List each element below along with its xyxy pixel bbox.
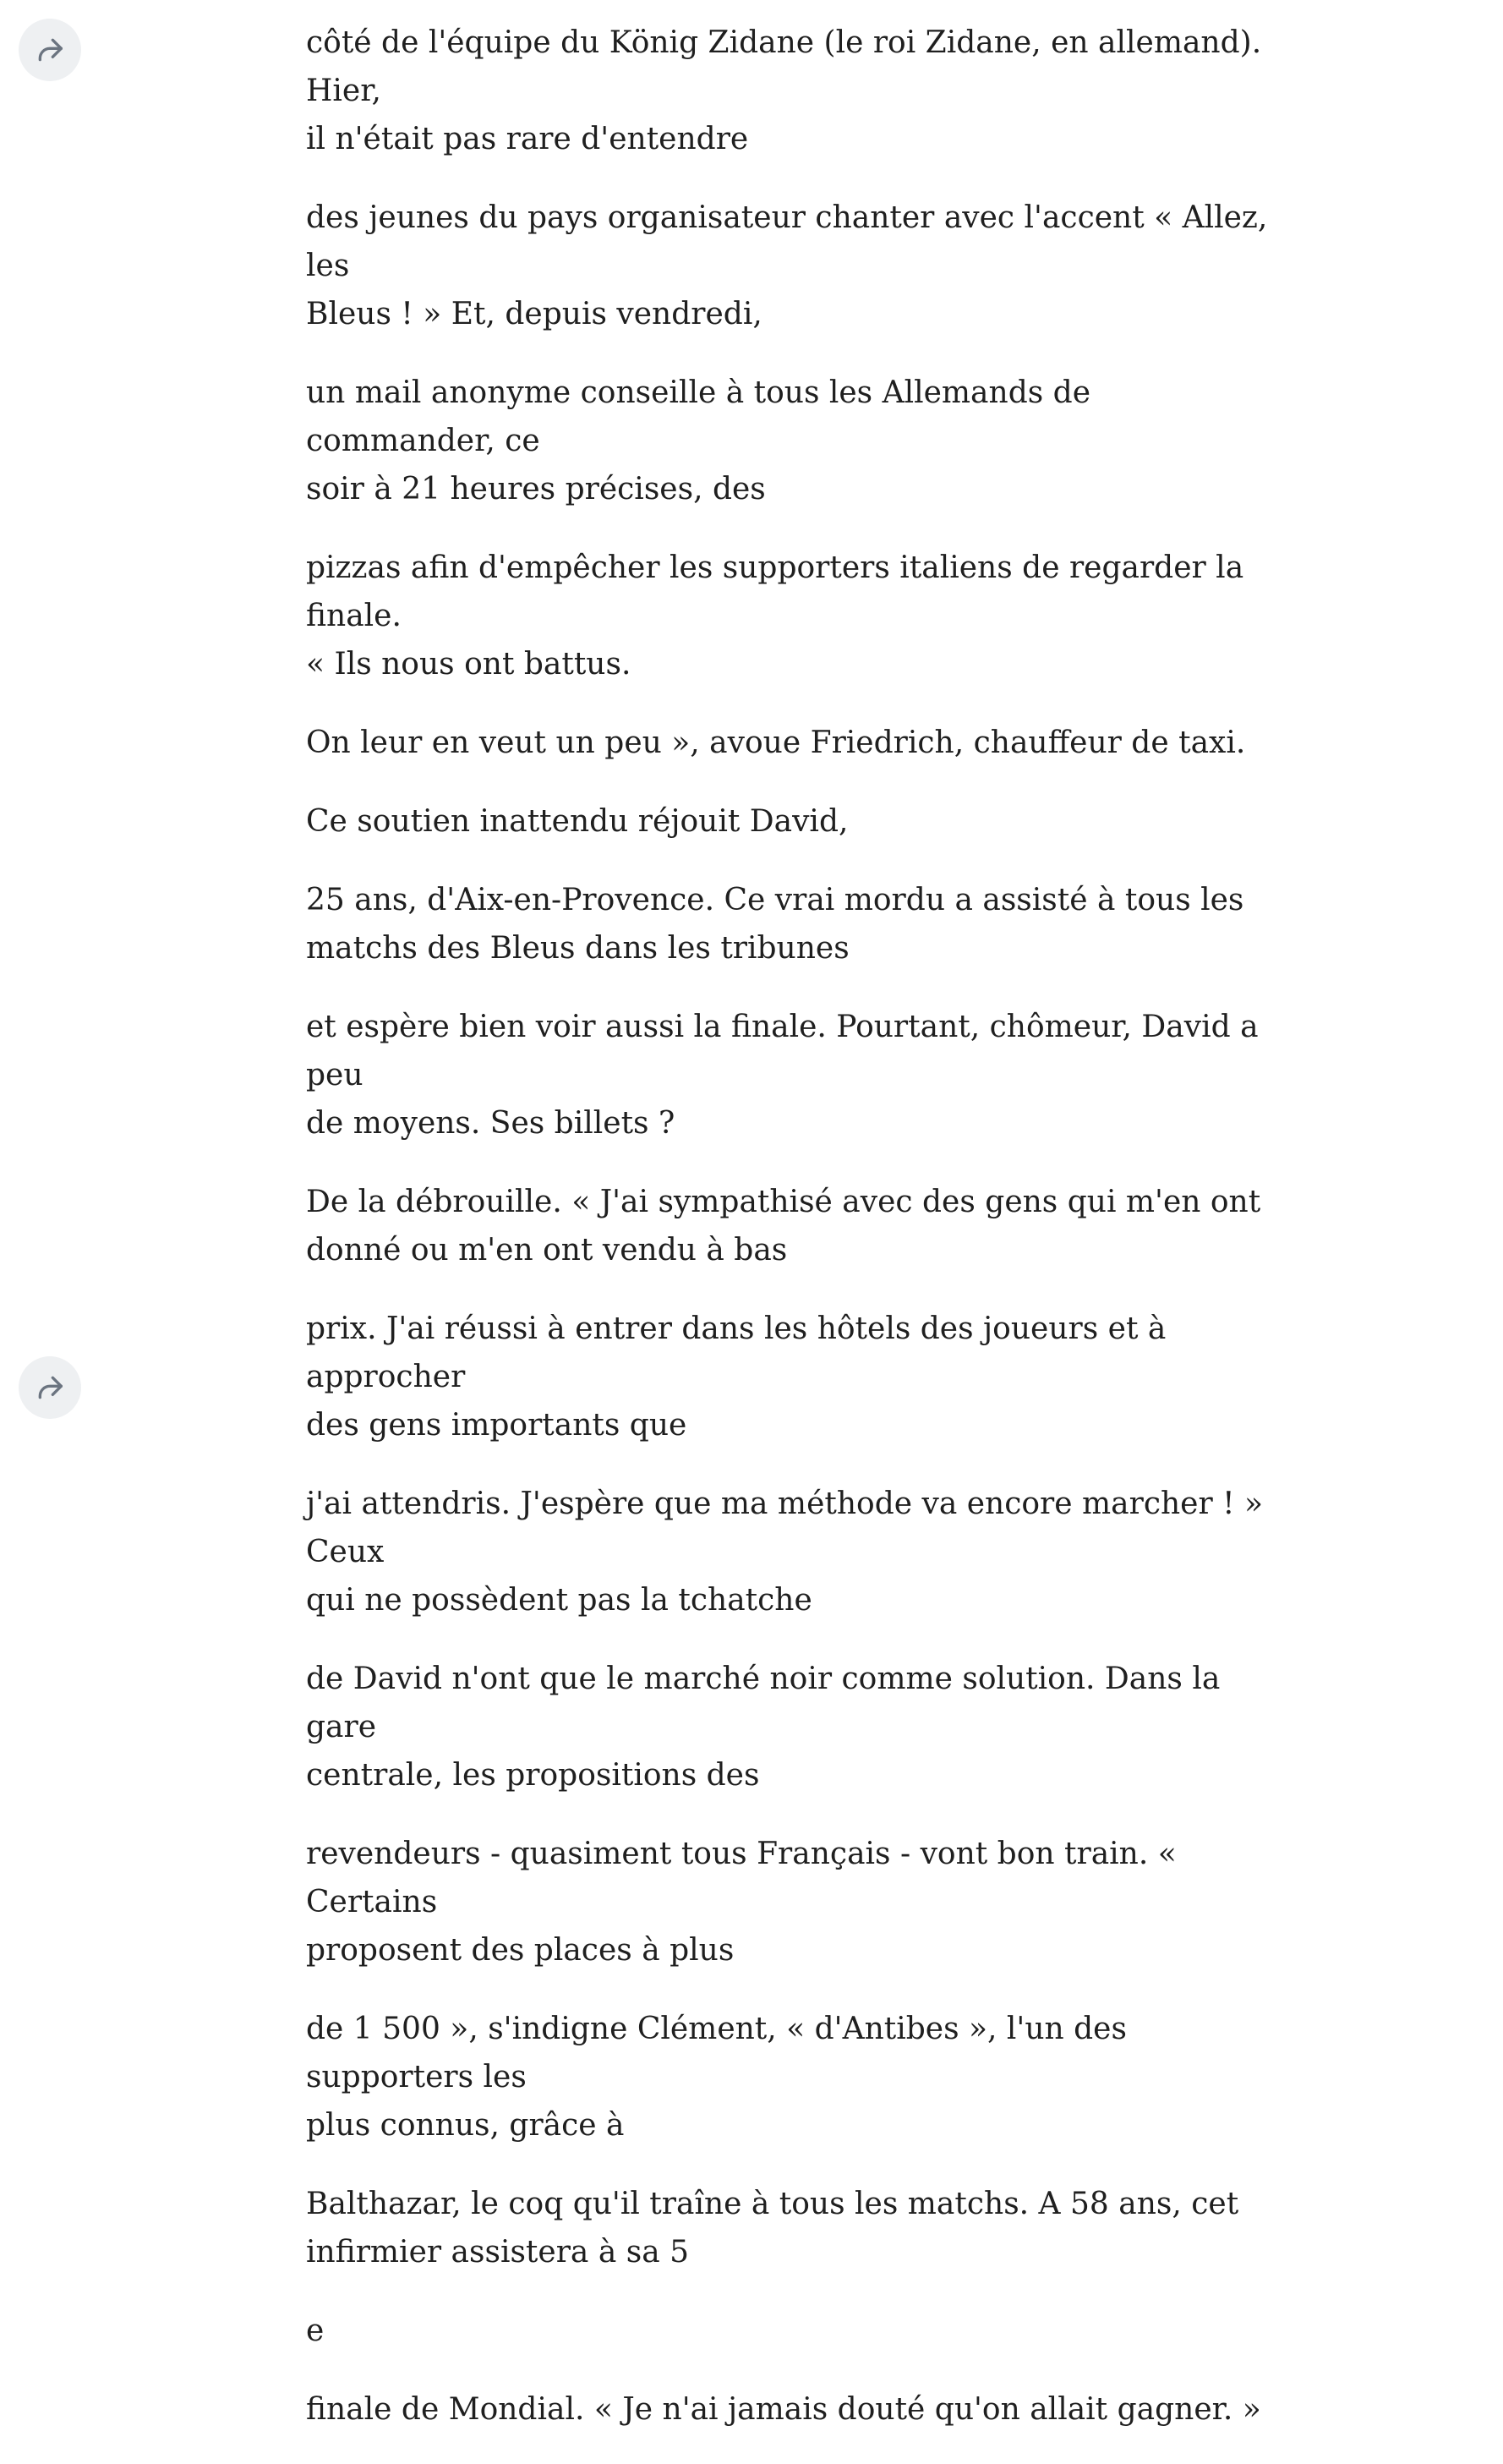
share-button[interactable]	[19, 1356, 81, 1419]
paragraph: des jeunes du pays organisateur chanter avec l'accent « Allez, les Bleus ! » Et, depuis vendredi,	[306, 200, 1268, 331]
paragraph: On leur en veut un peu », avoue Friedrich, chauffeur de taxi.	[306, 726, 1246, 760]
paragraph: côté de l'équipe du König Zidane (le roi Zidane, en allemand). Hier, il n'était pas rare d'entendre	[306, 25, 1262, 156]
share-arrow-icon	[33, 33, 67, 67]
article-body	[306, 19, 1278, 2464]
paragraph: e	[306, 2313, 325, 2348]
paragraph: et espère bien voir aussi la finale. Pourtant, chômeur, David a peu de moyens. Ses billets ?	[306, 1010, 1259, 1141]
paragraph: 25 ans, d'Aix-en-Provence. Ce vrai mordu a assisté à tous les matchs des Bleus dans les tribunes	[306, 883, 1244, 966]
paragraph: pizzas afin d'empêcher les supporters italiens de regarder la finale. « Ils nous ont battus.	[306, 550, 1244, 682]
paragraph: j'ai attendris. J'espère que ma méthode va encore marcher ! » Ceux qui ne possèdent pas la tchatche	[306, 1487, 1264, 1618]
paragraph: Ce soutien inattendu réjouit David,	[306, 804, 849, 839]
paragraph: prix. J'ai réussi à entrer dans les hôtels des joueurs et à approcher des gens importants que	[306, 1311, 1167, 1443]
paragraph: de 1 500 », s'indigne Clément, « d'Antibes », l'un des supporters les plus connus, grâce à	[306, 2012, 1127, 2143]
paragraph: revendeurs - quasiment tous Français - vont bon train. « Certains proposent des places à plus	[306, 1837, 1177, 1968]
paragraph: un mail anonyme conseille à tous les Allemands de commander, ce soir à 21 heures précises, des	[306, 375, 1091, 506]
share-arrow-icon	[33, 1371, 67, 1404]
share-button[interactable]	[19, 19, 81, 81]
paragraph: Balthazar, le coq qu'il traîne à tous les matchs. A 58 ans, cet infirmier assistera à sa 5	[306, 2187, 1239, 2270]
paragraph: de David n'ont que le marché noir comme solution. Dans la gare centrale, les propositions des	[306, 1662, 1221, 1793]
paragraph: finale de Mondial. « Je n'ai jamais douté qu'on allait gagner. »	[306, 2392, 1261, 2427]
paragraph: De la débrouille. « J'ai sympathisé avec des gens qui m'en ont donné ou m'en ont vendu à bas	[306, 1185, 1261, 1268]
